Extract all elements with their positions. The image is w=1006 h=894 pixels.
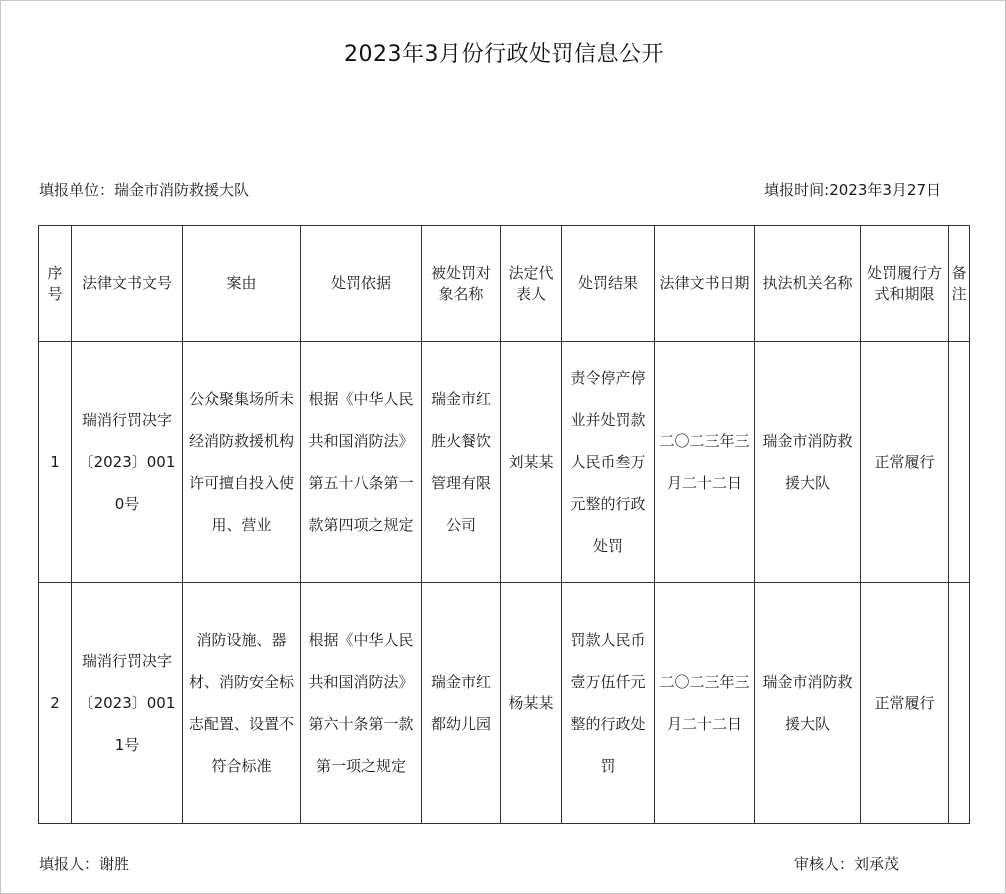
header-penalty-result: 处罚结果 [562,226,655,342]
reporting-date-value: 2023年3月27日 [829,181,941,199]
row-legal-representative: 杨某某 [501,583,562,824]
penalty-table [38,225,970,824]
header-document-date: 法律文书日期 [655,226,755,342]
page-title: 2023年3月份行政处罚信息公开 [344,42,664,67]
header-document-number: 法律文书文号 [72,226,183,342]
row-execution-method: 正常履行 [861,583,949,824]
row-serial-number: 2 [39,583,72,824]
header-penalized-party: 被处罚对象名称 [422,226,501,342]
reporting-unit-label: 填报单位： [39,181,115,199]
row-document-number: 瑞消行罚决字〔2023〕0011号 [72,583,183,824]
row-serial-number: 1 [39,342,72,583]
header-case-cause: 案由 [183,226,301,342]
row-remarks [949,583,970,824]
row-execution-method: 正常履行 [861,342,949,583]
row-penalty-basis: 根据《中华人民共和国消防法》第六十条第一款第一项之规定 [301,583,422,824]
reporting-date-label: 填报时间: [764,181,830,199]
reviewer [794,853,899,874]
form-filler-label: 填报人： [39,855,100,873]
reporting-date [764,179,941,200]
row-penalty-result: 责令停产停业并处罚款人民币叁万元整的行政处罚 [562,342,655,583]
header-execution-method: 处罚履行方式和期限 [861,226,949,342]
reporting-unit [39,179,249,200]
header-enforcement-agency: 执法机关名称 [755,226,861,342]
table-row [39,583,970,824]
table-row [39,342,970,583]
row-case-cause: 公众聚集场所未经消防救援机构许可擅自投入使用、营业 [183,342,301,583]
row-penalty-basis: 根据《中华人民共和国消防法》第五十八条第一款第四项之规定 [301,342,422,583]
header-penalty-basis: 处罚依据 [301,226,422,342]
row-penalized-party: 瑞金市红胜火餐饮管理有限公司 [422,342,501,583]
table-header-row [39,226,970,342]
header-remarks: 备注 [949,226,970,342]
reviewer-label: 审核人： [793,855,854,873]
row-remarks [949,342,970,583]
form-filler-value: 谢胜 [99,855,130,873]
row-enforcement-agency: 瑞金市消防救援大队 [755,583,861,824]
form-filler [39,853,129,874]
reviewer-value: 刘承茂 [853,855,899,873]
reporting-unit-value: 瑞金市消防救援大队 [114,181,250,199]
row-document-number: 瑞消行罚决字〔2023〕0010号 [72,342,183,583]
header-serial-number: 序号 [39,226,72,342]
row-document-date: 二〇二三年三月二十二日 [655,583,755,824]
row-enforcement-agency: 瑞金市消防救援大队 [755,342,861,583]
row-legal-representative: 刘某某 [501,342,562,583]
row-penalty-result: 罚款人民币壹万伍仟元整的行政处罚 [562,583,655,824]
row-document-date: 二〇二三年三月二十二日 [655,342,755,583]
row-case-cause: 消防设施、器材、消防安全标志配置、设置不符合标准 [183,583,301,824]
header-legal-representative: 法定代表人 [501,226,562,342]
row-penalized-party: 瑞金市红都幼儿园 [422,583,501,824]
